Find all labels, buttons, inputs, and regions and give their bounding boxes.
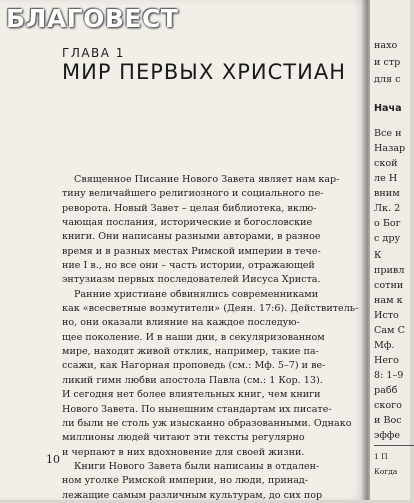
right-page-line: вним <box>374 188 400 199</box>
body-text-line: Ранние христиане обвинялись современниками <box>74 288 319 300</box>
right-page-line: Нача <box>374 103 402 114</box>
chapter-title: МИР ПЕРВЫХ ХРИСТИАН <box>62 60 347 84</box>
right-page-line: сотни <box>374 280 404 291</box>
right-page-line: Мф. <box>374 340 395 351</box>
right-page-line: Него <box>374 355 399 366</box>
page-number: 10 <box>46 453 60 466</box>
right-page-line: и Вос <box>374 415 402 426</box>
body-text-line: реворота. Новый Завет – целая библиотека, вклю- <box>62 202 317 214</box>
body-text-line: мире, находят живой отклик, например, такие па- <box>62 346 319 358</box>
body-text-line: миллионы людей читают эти тексты регулярно <box>62 432 305 444</box>
body-text-line: время и в разных местах Римской империи в тече- <box>62 245 321 257</box>
right-page-line: 8: 1–9 <box>374 370 404 381</box>
body-text-line: тину величайшего религиозного и социального пе- <box>62 188 324 200</box>
right-page-line: привл <box>374 265 405 276</box>
body-text-line: Нового Завета. По нынешним стандартам их писате- <box>62 403 332 415</box>
right-page-line: и стр <box>374 57 401 68</box>
chapter-label: ГЛАВА 1 <box>62 46 125 60</box>
body-text-line: ссажи, как Нагорная проповедь (см.: Мф. 5–7) и ве- <box>62 360 326 372</box>
body-text-line: ном уголке Римской империи, но люди, принад- <box>62 475 309 487</box>
right-page-line: Все н <box>374 128 402 139</box>
footnote-rule <box>374 445 414 446</box>
body-text-line: ние I в., но все они – часть истории, отражающей <box>62 260 315 272</box>
right-page-line: эффе <box>374 430 401 441</box>
right-page-line: Лк. 2 <box>374 203 401 214</box>
body-text-line: чающая послания, исторические и богословские <box>62 217 313 229</box>
body-text-line: Книги Нового Завета были написаны в отдален- <box>74 460 320 472</box>
right-page-line: ской <box>374 158 398 169</box>
right-page-line: о Бог <box>374 218 401 229</box>
body-text-line: лежащие самым различным культурам, до сих пор <box>62 489 323 501</box>
right-page-line: К <box>374 250 382 261</box>
right-page-line: Когда <box>374 467 398 476</box>
body-text-line: щее поколение. И в наши дни, в секуляризованном <box>62 331 325 343</box>
right-page-line: нам к <box>374 295 403 306</box>
body-text-line: И сегодня нет более влиятельных книг, чем книги <box>62 389 321 401</box>
right-page-line: нахо <box>374 40 398 51</box>
right-page <box>370 0 410 500</box>
right-page-line: Исто <box>374 310 399 321</box>
right-page-line: Сам С <box>374 325 405 336</box>
right-page-line: с дру <box>374 233 401 244</box>
right-page-line: 1 П <box>374 452 388 461</box>
right-page-line: рабб <box>374 385 398 396</box>
watermark-logo: БЛАГОВЕСТ <box>6 4 179 33</box>
body-text-line: как «всесветные возмутители» (Деян. 17:6). Действитель- <box>62 303 359 315</box>
body-text-line: книги. Они написаны разными авторами, в разное <box>62 231 321 243</box>
right-page-line: для с <box>374 74 401 85</box>
right-page-line: ле Н <box>374 173 398 184</box>
body-text-line: Священное Писание Нового Завета являет нам кар- <box>74 174 340 185</box>
right-page-line: Назар <box>374 143 406 154</box>
body-text <box>62 173 359 503</box>
body-text-line: и черпают в них вдохновение для своей жизни. <box>62 446 305 458</box>
body-text-line: энтузиазм первых последователей Иисуса Христа. <box>62 274 321 286</box>
right-page-line: ского <box>374 400 402 411</box>
body-text-line: ли были не столь уж изысканно образованными. Однако <box>62 417 352 429</box>
body-text-line: но, они оказали влияние на каждое последую- <box>62 317 300 329</box>
body-text-line: ликий гимн любви апостола Павла (см.: 1 Кор. 13). <box>62 374 323 386</box>
